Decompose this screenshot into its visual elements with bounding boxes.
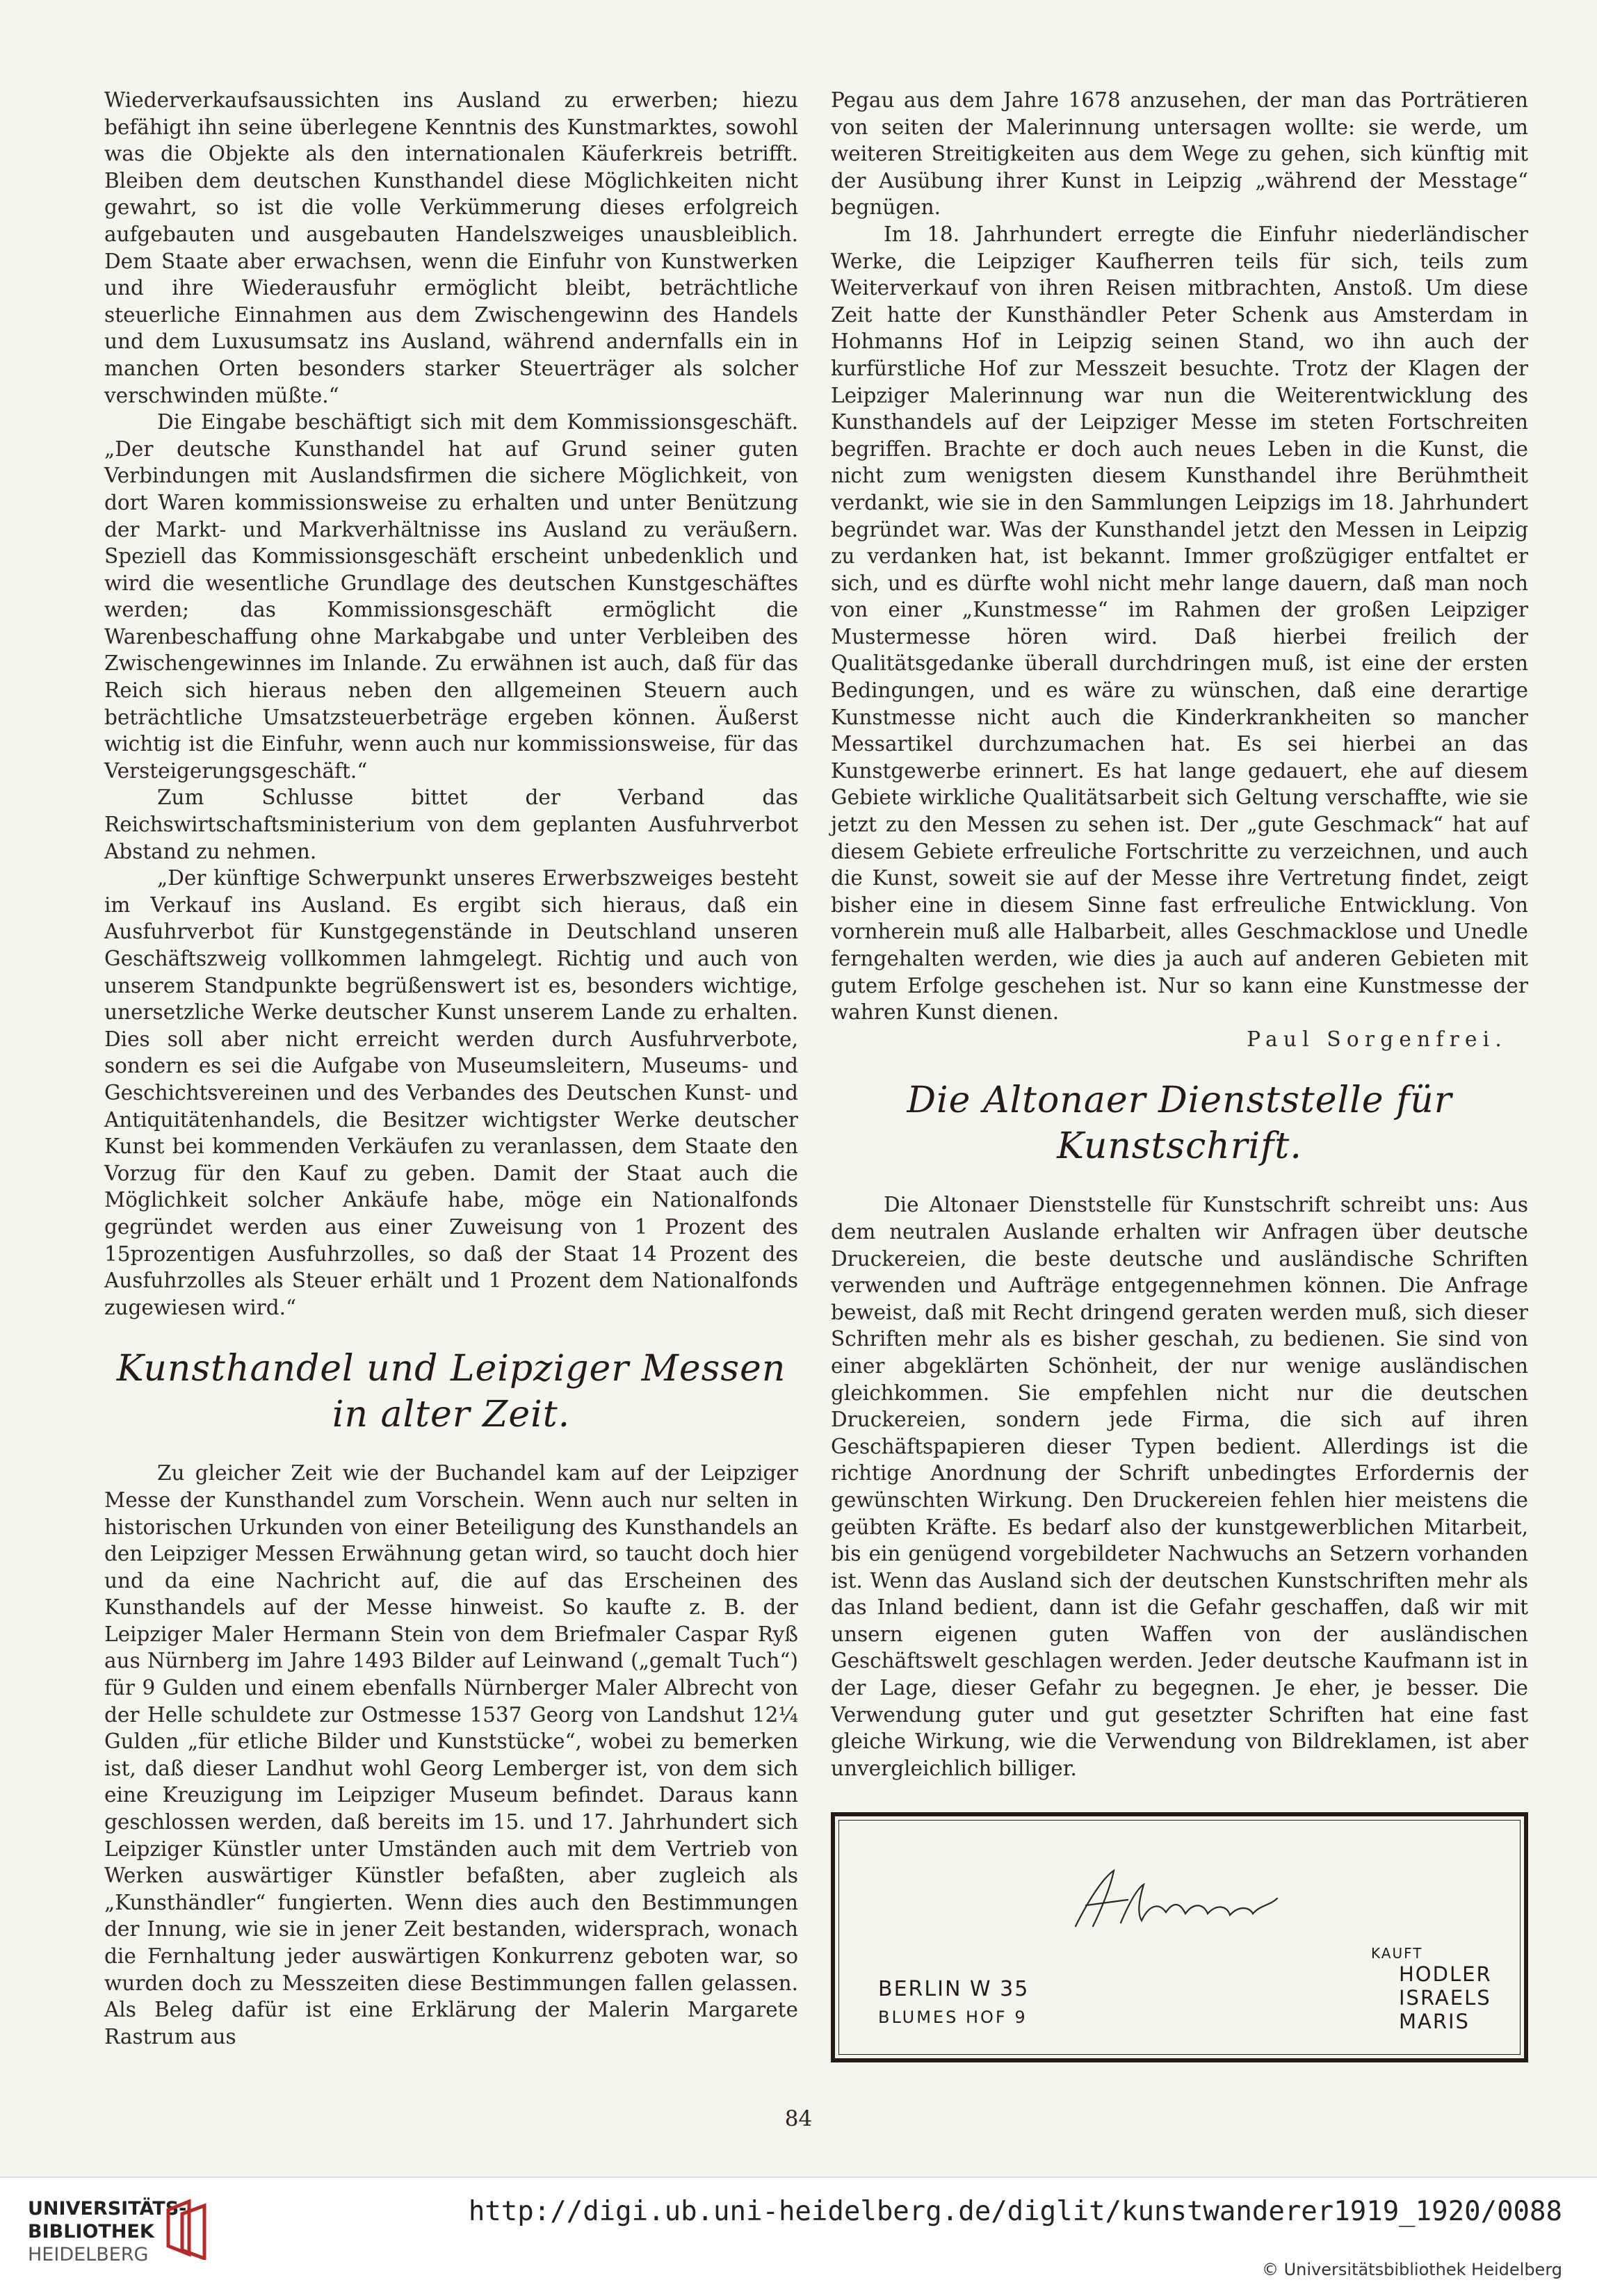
- footer-bar: [0, 2176, 1597, 2296]
- advertisement-kauft-label: KAUFT: [1371, 1945, 1423, 1962]
- paragraph: „Der künftige Schwerpunkt unseres Erwerbszweiges besteht im Verkauf ins Ausland. Es ergibt sich hieraus, daß ein Ausfuhrverbot für Kunstgegenstände in Deutschland unseren Geschäftszweig vollkommen lahmgelegt. Richtig und auch von unserem Standpunkte begrüßenswert ist es, besonders wichtige, unersetzliche Werke deutscher Kunst unserem Lande zu erhalten. Dies soll aber nicht erreicht werden durch Ausfuhrverbote, sondern es sei die Aufgabe von Museumsleitern, Museums- und Geschichtsvereinen und des Verbandes des Deutschen Kunst- und Antiquitätenhandels, die Besitzer wichtigster Werke deutscher Kunst bei kommenden Verkäufen zu veranlassen, dem Staate den Vorzug für den Kauf zu geben. Damit der Staat auch die Möglichkeit solcher Ankäufe habe, möge ein Nationalfonds gegründet werden aus einer Zuweisung von 1 Prozent des 15prozentigen Ausfuhrzolles, so daß der Staat 14 Prozent des Ausfuhrzolles als Steuer erhält und 1 Prozent dem Nationalfonds zugewiesen wird.“: [104, 866, 798, 1319]
- page-number: 84: [784, 2106, 813, 2131]
- article-heading: Die Altonaer Dienststelle für Kunstschrift.: [907, 1080, 1452, 1168]
- paragraph: Zu gleicher Zeit wie der Buchandel kam auf der Leipziger Messe der Kunsthandel zum Vorschein. Wenn auch nur selten in historischen Urkunden von einer Beteiligung des Kunsthandels an den Leipziger Messen Erwähnung getan wird, so taucht doch hier und da eine Nachricht auf, die auf das Erscheinen des Kunsthandels auf der Messe hinweist. So kaufte z. B. der Leipziger Maler Hermann Stein von dem Briefmaler Caspar Ryß aus Nürnberg im Jahre 1493 Bilder auf Leinwand („gemalt Tuch“) für 9 Gulden und einem ebenfalls Nürnberger Maler Albrecht von der Helle schuldete zur Ostmesse 1537 Georg von Landshut 12¼ Gulden „für etliche Bilder und Kunststücke“, wobei zu bemerken ist, daß dieser Landhut wohl Georg Lemberger ist, von dem sich eine Kreuzigung im Leipziger Museum befindet. Daraus kann geschlossen werden, daß bereits im 15. und 17. Jahrhundert sich Leipziger Künstler unter Umständen auch mit dem Vertrieb von Werken auswärtiger Künstler befaßten, aber zugleich als „Kunsthändler“ fungierten. Wenn dies auch den Bestimmungen der Innung, wie sie in jener Zeit bestanden, widersprach, wonach die Fernhaltung jeder auswärtigen Konkurrenz geboten war, so wurden doch zu Messzeiten diese Bestimmungen fallen gelassen. Als Beleg dafür ist eine Erklärung der Malerin Margarete Rastrum aus: [104, 1461, 798, 2049]
- paragraph: Zum Schlusse bittet der Verband das Reichswirtschaftsministerium von dem geplanten Ausfuhrverbot Abstand zu nehmen.: [104, 785, 798, 863]
- logo-line: HEIDELBERG: [28, 2244, 149, 2265]
- permalink-url[interactable]: http://digi.ub.uni-heidelberg.de/diglit/kunstwanderer1919_1920/0088: [468, 2196, 1562, 2227]
- library-logo-icon: [161, 2196, 217, 2260]
- right-column: [831, 87, 1528, 2062]
- paragraph: Die Altonaer Dienststelle für Kunstschrift schreibt uns: Aus dem neutralen Auslande erhalten wir Anfragen über deutsche Druckereien, die beste deutsche und ausländische Schriften verwenden und Aufträge entgegennehmen können. Die Anfrage beweist, daß mit Recht dringend geraten werden muß, sich dieser Schriften mehr als es bisher geschah, zu bedienen. Sie sind von einer abgeklärten Schönheit, der nur wenige ausländischen gleichkommen. Sie empfehlen nicht nur die deutschen Druckereien, sondern jede Firma, die sich auf ihren Geschäftspapieren dieser Typen bedient. Allerdings ist die richtige Anordnung der Schrift unbedingtes Erfordernis der gewünschten Wirkung. Den Druckereien fehlen hier meistens die geübten Kräfte. Es bedarf also der kunstgewerblichen Mitarbeit, bis ein genügend vorgebildeter Nachwuchs an Setzern vorhanden ist. Wenn das Ausland sich der deutschen Kunstschriften mehr als das Inland bedient, dann ist die Gefahr geschaffen, daß wir mit unsern eigenen guten Waffen von der ausländischen Geschäftswelt geschlagen werden. Jeder deutsche Kaufmann ist in der Lage, dieser Gefahr zu begegnen. Je eher, je besser. Die Verwendung guter und gut gesetzter Schriften hat eine fast gleiche Wirkung, wie die Verwendung von Bildreklamen, ist aber unvergleichlich billiger.: [831, 1193, 1528, 1780]
- artist-name: HODLER: [1399, 1962, 1492, 1987]
- copyright-notice: © Universitätsbibliothek Heidelberg: [1261, 2260, 1562, 2279]
- advertisement-inner-border: [838, 1820, 1521, 2055]
- advertiser-street: BLUMES HOF 9: [878, 2008, 1028, 2028]
- handwritten-signature: [1062, 1857, 1298, 1940]
- logo-line: UNIVERSITÄTS-: [28, 2198, 187, 2220]
- advertised-artists: [1399, 1962, 1492, 2033]
- advertiser-city: BERLIN W 35: [878, 1977, 1030, 2002]
- article-heading: Kunsthandel und Leipziger Messen in alter Zeit.: [116, 1348, 786, 1436]
- author-signature: Paul Sorgenfrei.: [1247, 1027, 1507, 1051]
- logo-line: BIBLIOTHEK: [28, 2221, 154, 2242]
- paragraph: Die Eingabe beschäftigt sich mit dem Kommissionsgeschäft. „Der deutsche Kunsthandel hat auf Grund seiner guten Verbindungen mit Auslandsfirmen die sichere Möglichkeit, von dort Waren kommissionsweise zu erhalten und unter Benützung der Markt- und Markverhältnisse ins Ausland zu veräußern. Speziell das Kommissionsgeschäft erscheint unbedenklich und wird die wesentliche Grundlage des deutschen Kunstgeschäftes werden; das Kommissionsgeschäft ermöglicht die Warenbeschaffung ohne Markabgabe und unter Verbleiben des Zwischengewinnes im Inlande. Zu erwähnen ist auch, daß für das Reich sich hieraus neben den allgemeinen Steuern auch beträchtliche Umsatzsteuerbeträge ergeben können. Äußerst wichtig ist die Einfuhr, wenn auch nur kommissionsweise, für das Versteigerungsgeschäft.“: [104, 410, 798, 783]
- artist-name: ISRAELS: [1399, 1986, 1491, 2010]
- artist-name: MARIS: [1399, 2010, 1470, 2034]
- paragraph: Wiederverkaufsaussichten ins Ausland zu erwerben; hiezu befähigt ihn seine überlegene Kenntnis des Kunstmarktes, sowohl was die Objekte als den internationalen Käuferkreis betrifft. Bleiben dem deutschen Kunsthandel diese Möglichkeiten nicht gewahrt, so ist die volle Verkümmerung dieses erfolgreich aufgebauten und ausgebauten Handelszweiges unausbleiblich. Dem Staate aber erwachsen, wenn die Einfuhr von Kunstwerken und ihre Wiederausfuhr ermöglicht bleibt, beträchtliche steuerliche Einnahmen aus dem Zwischengewinn des Handels und dem Luxusumsatz ins Ausland, während andernfalls ein in manchen Orten besonders starker Steuerträger als solcher verschwinden müßte.“: [104, 88, 798, 407]
- advertisement: [831, 1812, 1528, 2062]
- left-column: [104, 87, 798, 2050]
- paragraph: Im 18. Jahrhundert erregte die Einfuhr niederländischer Werke, die Leipziger Kaufherren teils für sich, teils zum Weiterverkauf von ihren Reisen mitbrachten, Anstoß. Um diese Zeit hatte der Kunsthändler Peter Schenk aus Amsterdam in Hohmanns Hof in Leipzig seinen Stand, wo ihn auch der kurfürstliche Hof zur Messzeit besuchte. Trotz der Klagen der Leipziger Malerinnung war nun die Weiterentwicklung des Kunsthandels auf der Leipziger Messe im steten Fortschreiten begriffen. Brachte er doch auch neues Leben in die Kunst, die nicht zum wenigsten diesem Kunsthandel ihre Berühmtheit verdankt, wie sie in den Sammlungen Leipzigs im 18. Jahrhundert begründet war. Was der Kunsthandel jetzt den Messen in Leipzig zu verdanken hat, ist bekannt. Immer großzügiger entfaltet er sich, und es dürfte wohl nicht mehr lange dauern, daß man noch von einer „Kunstmesse“ im Rahmen der großen Leipziger Mustermesse hören wird. Daß hierbei freilich der Qualitätsgedanke überall durchdringen muß, ist eine der ersten Bedingungen, und es wäre zu wünschen, daß eine derartige Kunstmesse nicht auch die Kinderkrankheiten so mancher Messartikel durchzumachen hat. Es sei hierbei an das Kunstgewerbe erinnert. Es hat lange gedauert, ehe auf diesem Gebiete wirkliche Qualitätsarbeit sich Geltung verschaffte, wie sie jetzt zu den Messen zu sehen ist. Der „gute Geschmack“ hat auf diesem Gebiete erfreuliche Fortschritte zu verzeichnen, und auch die Kunst, soweit sie auf der Messe ihre Vertretung findet, zeigt bisher eine in diesem Sinne fast erfreuliche Entwicklung. Von vornherein muß alle Halbarbeit, alles Geschmacklose und Unedle ferngehalten werden, wie dies ja auch auf anderen Gebieten mit gutem Erfolge geschehen ist. Nur so kann eine Kunstmesse der wahren Kunst dienen.: [831, 222, 1528, 1025]
- paragraph: Pegau aus dem Jahre 1678 anzusehen, der man das Porträtieren von seiten der Malerinnung untersagen wollte: sie werde, um weiteren Streitigkeiten aus dem Wege zu gehen, sich künftig mit der Ausübung ihrer Kunst in Leipzig „während der Messtage“ begnügen.: [831, 88, 1528, 220]
